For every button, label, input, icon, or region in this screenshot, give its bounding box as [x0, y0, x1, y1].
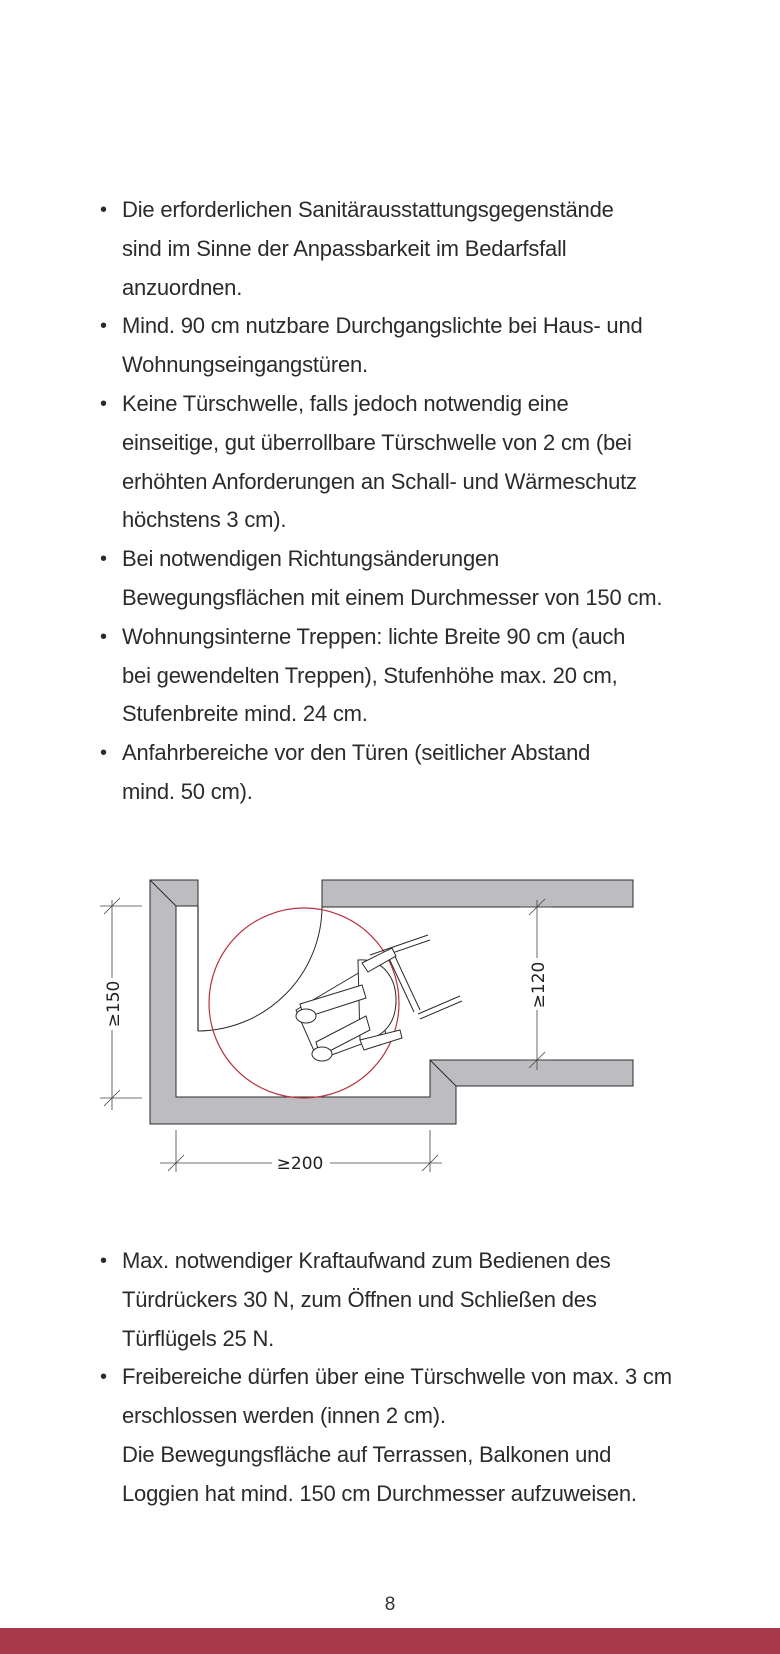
bullet-list-top	[100, 191, 700, 812]
wheelchair-icon	[296, 935, 462, 1061]
list-item-line: anzuordnen.	[122, 274, 243, 300]
list-item-line: Keine Türschwelle, falls jedoch notwendig eine	[122, 390, 569, 416]
list-item-line: mind. 50 cm).	[122, 778, 253, 804]
bullet-icon: •	[100, 1250, 107, 1272]
list-item	[100, 734, 700, 812]
list-item-line: Stufenbreite mind. 24 cm.	[122, 701, 368, 727]
list-item-line: höchstens 3 cm).	[122, 507, 287, 533]
bullet-icon: •	[100, 199, 107, 221]
list-item-line: sind im Sinne der Anpassbarkeit im Bedarfsfall	[122, 235, 567, 261]
list-item	[100, 618, 700, 734]
list-item-line: Die Bewegungsfläche auf Terrassen, Balkonen und	[122, 1441, 612, 1467]
footer-bar	[0, 1628, 780, 1654]
bullet-icon: •	[100, 742, 107, 765]
label-height: ≥150	[104, 980, 124, 1028]
list-item-line: Wohnungseingangstüren.	[122, 352, 368, 378]
list-item-line: Max. notwendiger Kraftaufwand zum Bedienen des	[122, 1248, 611, 1273]
wheelchair-turning-diagram	[0, 860, 780, 1180]
list-item-line: Loggien hat mind. 150 cm Durchmesser aufzuweisen.	[122, 1480, 637, 1506]
list-item-line: erhöhten Anforderungen an Schall- und Wärmeschutz	[122, 468, 637, 494]
list-item	[100, 1242, 700, 1358]
list-item	[100, 540, 700, 618]
bullet-list-bottom	[100, 1242, 700, 1514]
list-item-line: Türdrückers 30 N, zum Öffnen und Schließen des	[122, 1286, 597, 1312]
label-door: ≥120	[529, 961, 549, 1009]
list-item-line: erschlossen werden (innen 2 cm).	[122, 1403, 446, 1429]
wall-top-right	[322, 880, 633, 907]
list-item-line: Die erforderlichen Sanitärausstattungsgegenstände	[122, 197, 614, 222]
list-item-line: Mind. 90 cm nutzbare Durchgangslichte bei Haus- und	[122, 313, 643, 339]
page-number: 8	[384, 1594, 396, 1615]
list-item-line: bei gewendelten Treppen), Stufenhöhe max. 20 cm,	[122, 662, 618, 688]
list-item-line: Freibereiche dürfen über eine Türschwelle von max. 3 cm	[122, 1364, 672, 1390]
label-width: ≥200	[276, 1154, 324, 1174]
bullet-icon: •	[100, 315, 107, 338]
list-item-line: einseitige, gut überrollbare Türschwelle von 2 cm (bei	[122, 429, 632, 455]
list-item	[100, 191, 700, 307]
list-item	[100, 385, 700, 540]
list-item	[100, 1358, 700, 1513]
list-item-line: Anfahrbereiche vor den Türen (seitlicher Abstand	[122, 740, 591, 766]
list-item-line: Türflügels 25 N.	[122, 1325, 275, 1351]
list-item-line: Wohnungsinterne Treppen: lichte Breite 90 cm (auch	[122, 623, 626, 649]
list-item-line: Bei notwendigen Richtungsänderungen	[122, 546, 500, 572]
bullet-icon: •	[100, 392, 107, 415]
bullet-icon: •	[100, 1366, 107, 1389]
bullet-icon: •	[100, 625, 107, 648]
list-item-line: Bewegungsflächen mit einem Durchmesser von 150 cm.	[122, 584, 663, 610]
list-item	[100, 307, 700, 385]
bullet-icon: •	[100, 548, 107, 571]
